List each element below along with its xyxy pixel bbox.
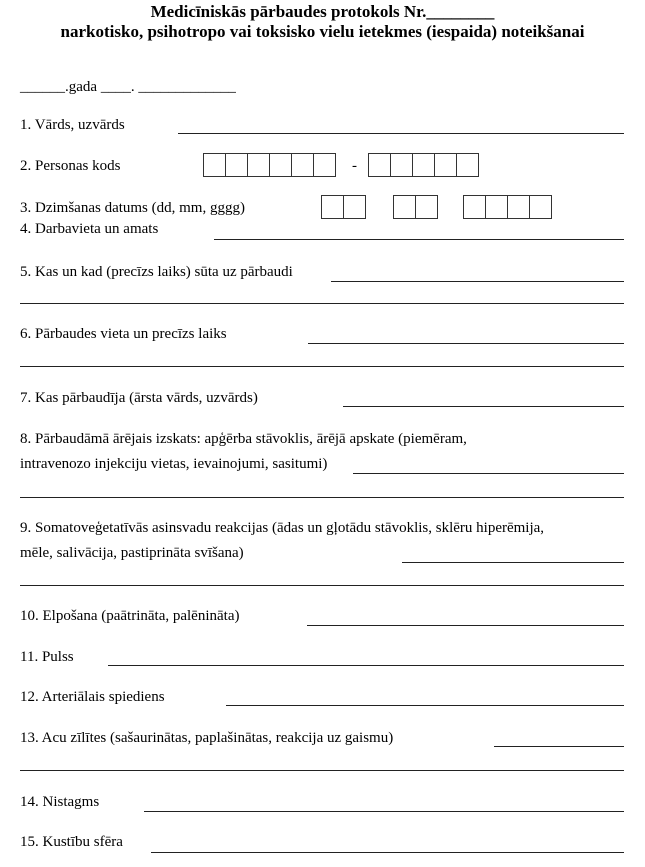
field-4-answer-line[interactable] — [214, 239, 624, 240]
field-12-label: 12. Arteriālais spiediens — [20, 689, 165, 705]
field-13-answer-line[interactable] — [494, 746, 624, 747]
field-3-label: 3. Dzimšanas datums (dd, mm, gggg) — [20, 200, 245, 216]
field-11-label: 11. Pulss — [20, 649, 74, 665]
field-10-answer-line[interactable] — [307, 625, 624, 626]
field-11-answer-line[interactable] — [108, 665, 624, 666]
personal-code-boxes-part2[interactable] — [368, 153, 479, 177]
field-8-answer-line[interactable] — [353, 473, 624, 474]
birth-day-boxes[interactable] — [321, 195, 366, 219]
birth-date-digit-box[interactable] — [394, 196, 416, 218]
personal-code-digit-box[interactable] — [248, 154, 270, 176]
field-4-label: 4. Darbavieta un amats — [20, 221, 159, 237]
field-9-label-line2: mēle, salivācija, pastiprināta svīšana) — [20, 545, 244, 561]
birth-date-digit-box[interactable] — [464, 196, 486, 218]
personal-code-digit-box[interactable] — [204, 154, 226, 176]
field-5-answer-line-2[interactable] — [20, 303, 624, 304]
field-8-label-line2: intravenozo injekciju vietas, ievainojumi, sasitumi) — [20, 456, 328, 472]
birth-date-digit-box[interactable] — [508, 196, 530, 218]
personal-code-digit-box[interactable] — [314, 154, 336, 176]
field-9-answer-line[interactable] — [402, 562, 624, 563]
personal-code-digit-box[interactable] — [226, 154, 248, 176]
birth-date-digit-box[interactable] — [344, 196, 366, 218]
form-title-line1: Medicīniskās pārbaudes protokols Nr.________ — [150, 2, 495, 21]
field-14-answer-line[interactable] — [144, 811, 624, 812]
field-7-answer-line[interactable] — [343, 406, 624, 407]
birth-date-digit-box[interactable] — [486, 196, 508, 218]
personal-code-digit-box[interactable] — [457, 154, 479, 176]
field-9-label-line1: 9. Somatoveģetatīvās asinsvadu reakcijas (ādas un gļotādu stāvoklis, sklēru hiperēmija, — [20, 520, 545, 536]
birth-year-boxes[interactable] — [463, 195, 552, 219]
field-7-label: 7. Kas pārbaudīja (ārsta vārds, uzvārds) — [20, 390, 258, 406]
field-2-label: 2. Personas kods — [20, 158, 121, 174]
field-8-label-line1: 8. Pārbaudāmā ārējais izskats: apģērba stāvoklis, ārējā apskate (piemēram, — [20, 431, 467, 447]
field-13-label: 13. Acu zīlītes (sašaurinātas, paplašinātas, reakcija uz gaismu) — [20, 730, 394, 746]
field-6-label: 6. Pārbaudes vieta un precīzs laiks — [20, 326, 227, 342]
personal-code-separator: - — [352, 158, 357, 174]
field-12-answer-line[interactable] — [226, 705, 624, 706]
birth-date-digit-box[interactable] — [530, 196, 552, 218]
field-15-answer-line[interactable] — [151, 852, 624, 853]
personal-code-boxes-part1[interactable] — [203, 153, 336, 177]
field-5-label: 5. Kas un kad (precīzs laiks) sūta uz pārbaudi — [20, 264, 293, 280]
field-15-label: 15. Kustību sfēra — [20, 834, 123, 850]
field-6-answer-line-2[interactable] — [20, 366, 624, 367]
field-1-label: 1. Vārds, uzvārds — [20, 117, 125, 133]
personal-code-digit-box[interactable] — [413, 154, 435, 176]
field-5-answer-line[interactable] — [331, 281, 624, 282]
personal-code-digit-box[interactable] — [369, 154, 391, 176]
field-9-answer-line-2[interactable] — [20, 585, 624, 586]
field-8-answer-line-2[interactable] — [20, 497, 624, 498]
personal-code-digit-box[interactable] — [292, 154, 314, 176]
personal-code-digit-box[interactable] — [435, 154, 457, 176]
field-13-answer-line-2[interactable] — [20, 770, 624, 771]
field-1-answer-line[interactable] — [178, 133, 624, 134]
birth-month-boxes[interactable] — [393, 195, 438, 219]
field-10-label: 10. Elpošana (paātrināta, palēnināta) — [20, 608, 240, 624]
field-6-answer-line[interactable] — [308, 343, 624, 344]
field-14-label: 14. Nistagms — [20, 794, 100, 810]
personal-code-digit-box[interactable] — [270, 154, 292, 176]
birth-date-digit-box[interactable] — [322, 196, 344, 218]
date-line[interactable]: ______.gada ____. _____________ — [20, 79, 236, 95]
personal-code-digit-box[interactable] — [391, 154, 413, 176]
birth-date-digit-box[interactable] — [416, 196, 438, 218]
form-title-line2: narkotisko, psihotropo vai toksisko vielu ietekmes (iespaida) noteikšanai — [60, 22, 585, 41]
